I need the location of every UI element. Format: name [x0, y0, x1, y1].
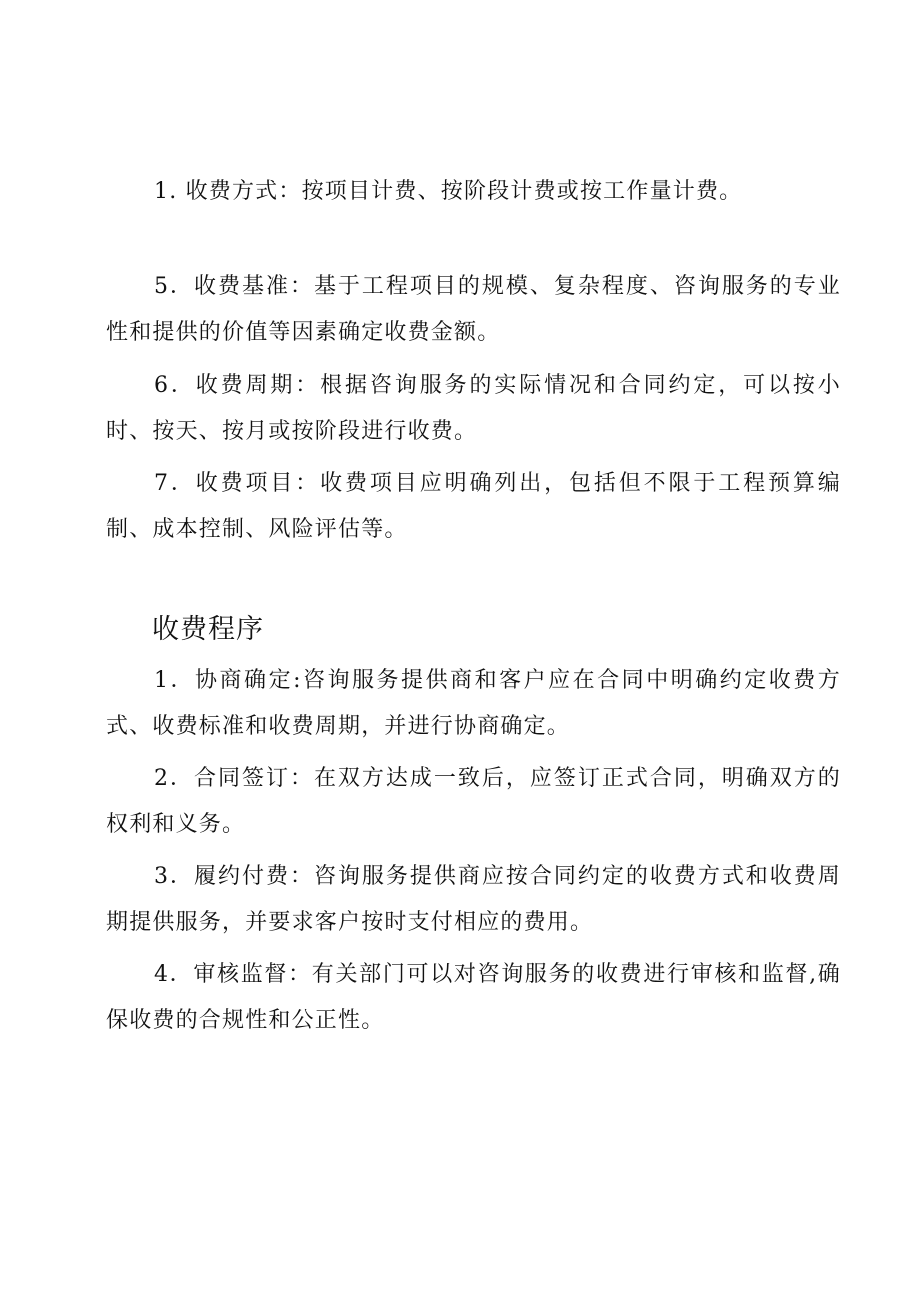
fee-method-item-1: 1. 收费方式：按项目计费、按阶段计费或按工作量计费。 [154, 179, 743, 204]
procedure-item-4: 4．审核监督：有关部门可以对咨询服务的收费进行审核和监督,确保收费的合规性和公正性。 [106, 962, 841, 1033]
procedure-item-3: 3．履约付费：咨询服务提供商应按合同约定的收费方式和收费周期提供服务，并要求客户按时支付相应的费用。 [106, 864, 841, 935]
procedure-item-2: 2．合同签订：在双方达成一致后，应签订正式合同，明确双方的权利和义务。 [106, 766, 841, 837]
fee-basis-item-5: 5．收费基准：基于工程项目的规模、复杂程度、咨询服务的专业性和提供的价值等因素确定收费金额。 [106, 274, 841, 345]
fee-cycle-item-6: 6．收费周期：根据咨询服务的实际情况和合同约定，可以按小时、按天、按月或按阶段进行收费。 [106, 373, 841, 444]
section-heading-fee-procedure: 收费程序 [152, 614, 264, 645]
procedure-item-1: 1．协商确定:咨询服务提供商和客户应在合同中明确约定收费方式、收费标准和收费周期，并进行协商确定。 [106, 668, 841, 739]
fee-items-item-7: 7．收费项目：收费项目应明确列出，包括但不限于工程预算编制、成本控制、风险评估等。 [106, 471, 841, 542]
